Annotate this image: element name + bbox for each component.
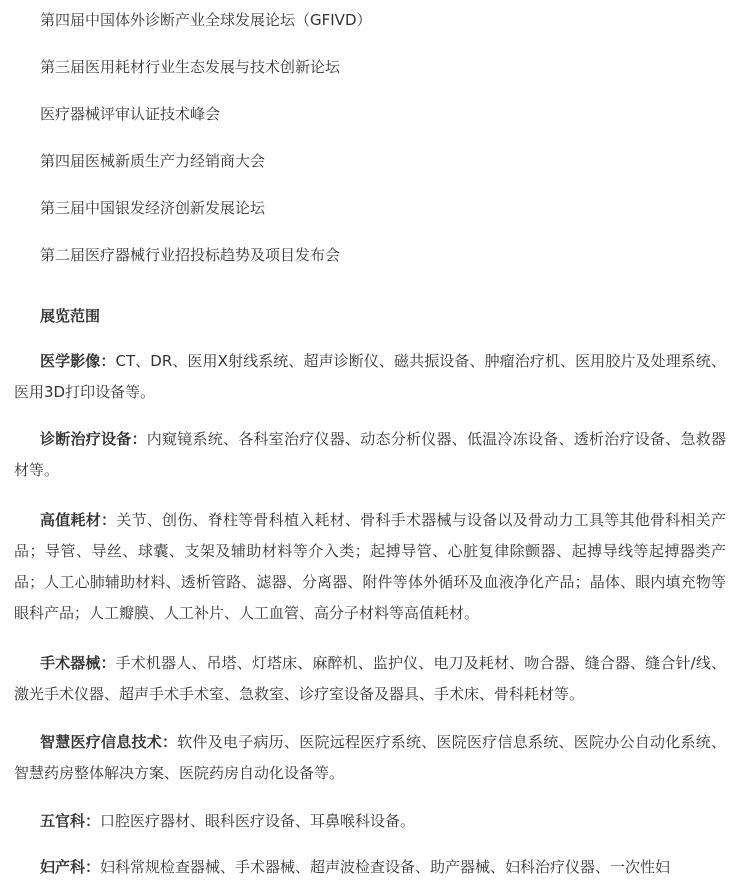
forum-item: 第二届医疗器械行业招投标趋势及项目发布会 [40,246,341,264]
category-text: 软件及电子病历、医院远程医疗系统、医院医疗信息系统、医院办公自动化系统、智慧药房整体解决方案、医院药房自动化设备等。 [14,733,726,782]
category-name: 医学影像： [40,352,116,370]
category-diagnosis-treatment [14,424,726,486]
category-text: 关节、创伤、脊柱等骨科植入耗材、骨科手术器械与设备以及骨动力工具等其他骨科相关产品；导管、导丝、球囊、支架及辅助材料等介入类；起搏导管、心脏复律除颤器、起搏导线等起搏器类产品；人工心肺辅助材料、透析管路、滤器、分离器、附件等体外循环及血液净化产品；晶体、眼内填充物等眼科产品；人工瓣膜、人工补片、人工血管、高分子材料等高值耗材。 [14,511,726,622]
category-name: 手术器械： [40,654,116,672]
category-text: 手术机器人、吊塔、灯塔床、麻醉机、监护仪、电刀及耗材、吻合器、缝合器、缝合针/线、激光手术仪器、超声手术手术室、急救室、诊疗室设备及器具、手术床、骨科耗材等。 [14,654,726,703]
category-smart-medical-it [14,727,726,789]
forum-item: 第三届中国银发经济创新发展论坛 [40,199,266,217]
category-text: CT、DR、医用X射线系统、超声诊断仪、磁共振设备、肿瘤治疗机、医用胶片及处理系统、医用3D打印设备等。 [14,352,726,401]
category-obstetrics-gynecology [14,852,726,883]
forum-item: 医疗器械评审认证技术峰会 [40,105,221,123]
forum-item: 第三届医用耗材行业生态发展与技术创新论坛 [40,58,341,76]
category-surgical-instruments [14,648,726,710]
category-name: 五官科： [40,812,101,830]
category-name: 高值耗材： [40,511,117,529]
category-ent [14,806,726,837]
category-text: 口腔医疗器材、眼科医疗设备、耳鼻喉科设备。 [100,812,416,830]
category-text: 妇科常规检查器械、手术器械、超声波检查设备、助产器械、妇科治疗仪器、一次性妇 [100,858,671,876]
category-medical-imaging [14,346,726,408]
category-name: 智慧医疗信息技术： [40,733,178,751]
forum-list [40,8,720,290]
section-title: 展览范围 [40,307,101,325]
forum-item: 第四届医械新质生产力经销商大会 [40,152,266,170]
category-name: 诊断治疗设备： [40,430,147,448]
forum-item: 第四届中国体外诊断产业全球发展论坛（GFIVD） [40,11,372,29]
category-name: 妇产科： [40,858,101,876]
category-text: 内窥镜系统、各科室治疗仪器、动态分析仪器、低温冷冻设备、透析治疗设备、急救器材等。 [14,430,726,479]
category-high-value-consumables [14,505,726,629]
